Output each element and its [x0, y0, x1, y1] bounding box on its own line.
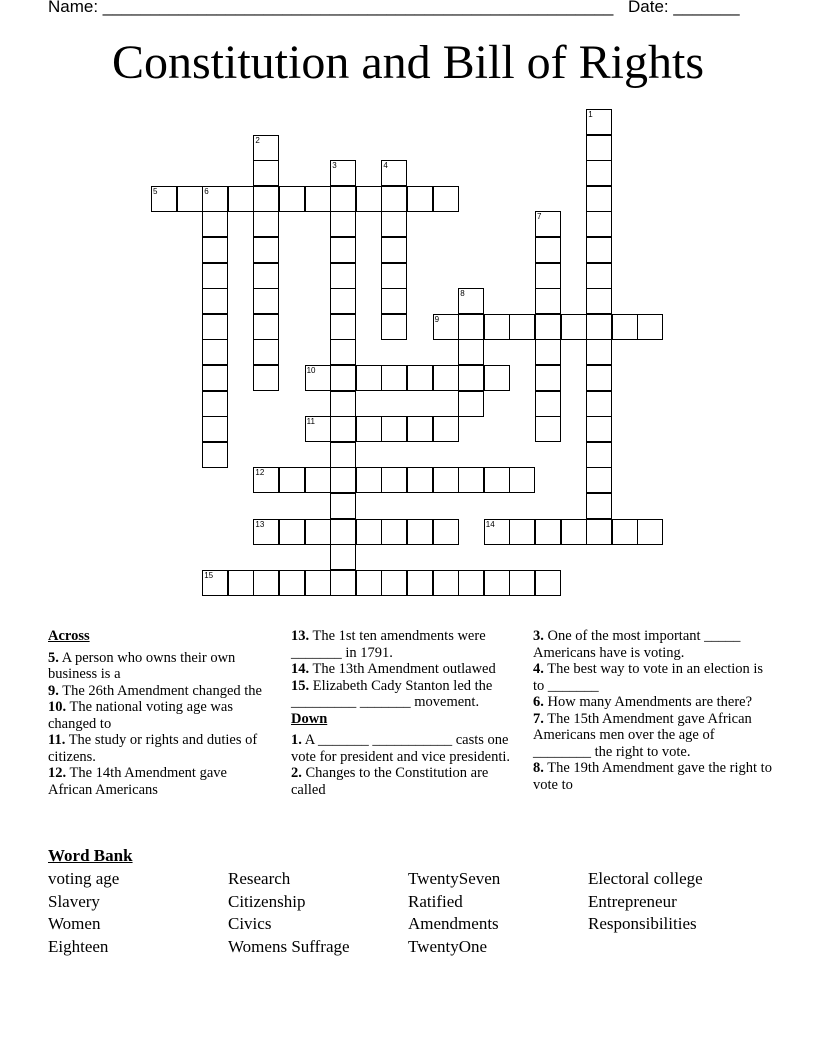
crossword-cell[interactable] [484, 519, 510, 545]
word-bank-item: Citizenship [228, 891, 306, 911]
crossword-cell[interactable] [535, 339, 561, 365]
clue-across-9: 9. The 26th Amendment changed the [48, 682, 262, 699]
clue-across-14: 14. The 13th Amendment outlawed [291, 661, 496, 677]
cell-number: 7 [537, 212, 542, 222]
crossword-cell[interactable] [330, 314, 356, 340]
crossword-cell[interactable] [586, 442, 612, 468]
clues-column-3 [533, 628, 773, 793]
word-bank-item: TwentyOne [408, 936, 488, 956]
crossword-cell[interactable] [637, 519, 663, 545]
crossword-cell[interactable] [484, 365, 510, 391]
word-bank-item: Slavery [48, 891, 100, 911]
crossword-cell[interactable] [433, 570, 459, 596]
clue-across-12: 12. The 14th Amendment gave African Americans [48, 765, 227, 798]
crossword-cell[interactable] [330, 467, 356, 493]
crossword-cell[interactable] [381, 211, 407, 237]
crossword-cell[interactable] [458, 288, 484, 314]
crossword-cell[interactable] [561, 519, 587, 545]
crossword-cell[interactable] [586, 365, 612, 391]
crossword-cell[interactable] [535, 263, 561, 289]
cell-number: 2 [255, 135, 260, 145]
crossword-cell[interactable] [586, 288, 612, 314]
word-bank-item: Research [228, 869, 291, 888]
crossword-cell[interactable] [253, 339, 279, 365]
cell-number: 9 [434, 314, 440, 324]
word-bank-heading: Word Bank [48, 846, 133, 865]
clues-column-2 [291, 628, 519, 798]
crossword-cell[interactable] [433, 365, 459, 391]
crossword-cell[interactable] [458, 467, 484, 493]
crossword-cell[interactable] [433, 186, 459, 212]
crossword-cell[interactable] [202, 365, 228, 391]
crossword-cell[interactable] [253, 365, 279, 391]
clue-down-7: 7. The 15th Amendment gave African Americans men over the age of ________ the right to vote. [533, 710, 752, 760]
crossword-cell[interactable] [586, 493, 612, 519]
crossword-cell[interactable] [458, 365, 484, 391]
cell-number: 1 [588, 110, 593, 119]
crossword-cell[interactable] [305, 186, 331, 212]
crossword-cell[interactable] [586, 135, 612, 161]
crossword-cell[interactable] [305, 365, 331, 391]
crossword-cell[interactable] [458, 339, 484, 365]
crossword-cell[interactable] [330, 263, 356, 289]
crossword-cell[interactable] [586, 186, 612, 212]
crossword-cell[interactable] [305, 519, 331, 545]
crossword-cell[interactable] [458, 314, 484, 340]
word-bank-item: Womens Suffrage [228, 936, 350, 956]
crossword-cell[interactable] [381, 570, 407, 596]
crossword-cell[interactable] [279, 519, 305, 545]
crossword-cell[interactable] [202, 442, 228, 468]
clue-across-11: 11. The study or rights and duties of citizens. [48, 732, 258, 765]
crossword-cell[interactable] [253, 160, 279, 186]
cell-number: 10 [306, 366, 316, 375]
crossword-cell[interactable] [407, 365, 433, 391]
crossword-cell[interactable] [330, 544, 356, 570]
crossword-cell[interactable] [561, 314, 587, 340]
crossword-cell[interactable] [407, 186, 433, 212]
crossword-cell[interactable] [330, 365, 356, 391]
page-title: Constitution and Bill of Rights [111, 36, 705, 89]
clue-down-2: 2. Changes to the Constitution are called [291, 765, 489, 798]
crossword-cell[interactable] [509, 467, 535, 493]
crossword-cell[interactable] [612, 314, 638, 340]
crossword-cell[interactable] [330, 570, 356, 596]
crossword-cell[interactable] [202, 416, 228, 442]
crossword-cell[interactable] [586, 237, 612, 263]
word-bank-item: Amendments [408, 914, 499, 933]
crossword-cell[interactable] [330, 493, 356, 519]
crossword-cell[interactable] [253, 237, 279, 263]
crossword-cell[interactable] [484, 570, 510, 596]
crossword-cell[interactable] [381, 186, 407, 212]
crossword-cell[interactable] [433, 314, 459, 340]
crossword-cell[interactable] [330, 186, 356, 212]
clues-column-1 [48, 628, 273, 798]
crossword-cell[interactable] [586, 314, 612, 340]
word-bank-item: Responsibilities [588, 914, 697, 933]
crossword-cell[interactable] [381, 237, 407, 263]
crossword-cell[interactable] [535, 519, 561, 545]
word-bank-item: Eighteen [48, 936, 109, 956]
crossword-cell[interactable] [535, 391, 561, 417]
crossword-cell[interactable] [305, 467, 331, 493]
clue-down-3: 3. One of the most important _____ Americans have is voting. [533, 628, 741, 661]
clue-across-5: 5. A person who owns their own business is a [48, 649, 236, 682]
name-field-label: Name: ______________________________________________________ [48, 0, 614, 16]
crossword-cell[interactable] [535, 237, 561, 263]
crossword-cell[interactable] [407, 519, 433, 545]
crossword-cell[interactable] [586, 416, 612, 442]
crossword-cell[interactable] [202, 288, 228, 314]
crossword-cell[interactable] [381, 365, 407, 391]
crossword-cell[interactable] [253, 263, 279, 289]
cell-number: 15 [204, 570, 214, 580]
crossword-cell[interactable] [381, 519, 407, 545]
cell-number: 8 [460, 289, 465, 299]
crossword-cell[interactable] [202, 391, 228, 417]
crossword-cell[interactable] [433, 519, 459, 545]
word-bank-item: Ratified [408, 891, 463, 911]
crossword-cell[interactable] [612, 519, 638, 545]
crossword-cell[interactable] [381, 160, 407, 186]
crossword-cell[interactable] [279, 467, 305, 493]
crossword-cell[interactable] [407, 467, 433, 493]
crossword-cell[interactable] [356, 186, 382, 212]
date-field-label: Date: _______ [628, 0, 740, 16]
crossword-cell[interactable] [330, 442, 356, 468]
crossword-cell[interactable] [202, 339, 228, 365]
clue-across-13: 13. The 1st ten amendments were _______ in 1791. [291, 628, 486, 661]
crossword-cell[interactable] [381, 416, 407, 442]
cell-number: 6 [204, 186, 209, 196]
word-bank [48, 868, 768, 958]
crossword-cell[interactable] [279, 186, 305, 212]
crossword-cell[interactable] [586, 339, 612, 365]
clue-down-6: 6. How many Amendments are there? [533, 694, 753, 710]
crossword-cell[interactable] [202, 570, 228, 596]
cell-number: 5 [153, 186, 158, 196]
crossword-cell[interactable] [330, 339, 356, 365]
crossword-cell[interactable] [330, 288, 356, 314]
crossword-cell[interactable] [509, 519, 535, 545]
crossword-cell[interactable] [484, 314, 510, 340]
crossword-cell[interactable] [305, 570, 331, 596]
crossword-cell[interactable] [253, 570, 279, 596]
crossword-cell[interactable] [586, 109, 612, 135]
crossword-cell[interactable] [330, 416, 356, 442]
crossword-cell[interactable] [202, 314, 228, 340]
crossword-cell[interactable] [330, 211, 356, 237]
crossword-cell[interactable] [407, 570, 433, 596]
crossword-cell[interactable] [330, 391, 356, 417]
cell-number: 14 [485, 519, 495, 529]
crossword-cell[interactable] [509, 314, 535, 340]
crossword-cell[interactable] [586, 391, 612, 417]
crossword-cell[interactable] [356, 570, 382, 596]
crossword-cell[interactable] [509, 570, 535, 596]
clue-across-10: 10. The national voting age was changed to [48, 699, 233, 732]
crossword-cell[interactable] [407, 416, 433, 442]
crossword-cell[interactable] [151, 186, 177, 212]
crossword-cell[interactable] [253, 186, 279, 212]
across-heading: Across [48, 628, 90, 644]
crossword-cell[interactable] [253, 211, 279, 237]
cell-number: 11 [306, 417, 315, 427]
crossword-cell[interactable] [330, 237, 356, 263]
crossword-cell[interactable] [586, 467, 612, 493]
crossword-cell[interactable] [228, 570, 254, 596]
crossword-cell[interactable] [433, 416, 459, 442]
crossword-cell[interactable] [586, 263, 612, 289]
crossword-cell[interactable] [279, 570, 305, 596]
crossword-cell[interactable] [586, 160, 612, 186]
crossword-cell[interactable] [381, 263, 407, 289]
crossword-cell[interactable] [535, 314, 561, 340]
crossword-cell[interactable] [458, 570, 484, 596]
clue-down-8: 8. The 19th Amendment gave the right to vote to [533, 760, 772, 793]
crossword-cell[interactable] [535, 288, 561, 314]
crossword-cell[interactable] [356, 519, 382, 545]
crossword-cell[interactable] [202, 237, 228, 263]
cell-number: 13 [255, 519, 265, 529]
crossword-cell[interactable] [535, 365, 561, 391]
crossword-cell[interactable] [535, 416, 561, 442]
crossword-cell[interactable] [381, 467, 407, 493]
crossword-cell[interactable] [586, 519, 612, 545]
crossword-cell[interactable] [330, 160, 356, 186]
crossword-cell[interactable] [253, 467, 279, 493]
crossword-cell[interactable] [484, 467, 510, 493]
crossword-cell[interactable] [356, 365, 382, 391]
crossword-cell[interactable] [433, 467, 459, 493]
crossword-cell[interactable] [356, 467, 382, 493]
cell-number: 4 [383, 161, 388, 171]
crossword-cell[interactable] [586, 211, 612, 237]
crossword-cell[interactable] [330, 519, 356, 545]
crossword-cell[interactable] [253, 519, 279, 545]
clue-across-15: 15. Elizabeth Cady Stanton led the _________ _______ movement. [291, 677, 493, 710]
crossword-cell[interactable] [535, 211, 561, 237]
crossword-cell[interactable] [253, 314, 279, 340]
crossword-cell[interactable] [202, 186, 228, 212]
crossword-cell[interactable] [458, 391, 484, 417]
crossword-cell[interactable] [381, 288, 407, 314]
word-bank-item: voting age [48, 869, 120, 888]
word-bank-item: Civics [228, 914, 272, 933]
crossword-cell[interactable] [253, 135, 279, 161]
crossword-cell[interactable] [305, 416, 331, 442]
crossword-cell[interactable] [177, 186, 203, 212]
crossword-cell[interactable] [535, 570, 561, 596]
cell-number: 12 [255, 468, 265, 478]
down-heading: Down [291, 710, 328, 727]
crossword-cell[interactable] [253, 288, 279, 314]
word-bank-item: TwentySeven [408, 869, 501, 888]
crossword-cell[interactable] [637, 314, 663, 340]
crossword-cell[interactable] [202, 263, 228, 289]
crossword-cell[interactable] [228, 186, 254, 212]
word-bank-item: Women [48, 914, 101, 933]
clue-down-1: 1. A _______ ___________ casts one vote for president and vice presidenti. [291, 732, 511, 765]
crossword-cell[interactable] [202, 211, 228, 237]
clue-down-4: 4. The best way to vote in an election is to _______ [533, 661, 764, 694]
cell-number: 3 [332, 161, 337, 171]
word-bank-item: Electoral college [588, 869, 703, 888]
word-bank-item: Entrepreneur [588, 891, 677, 911]
crossword-cell[interactable] [356, 416, 382, 442]
crossword-cell[interactable] [381, 314, 407, 340]
